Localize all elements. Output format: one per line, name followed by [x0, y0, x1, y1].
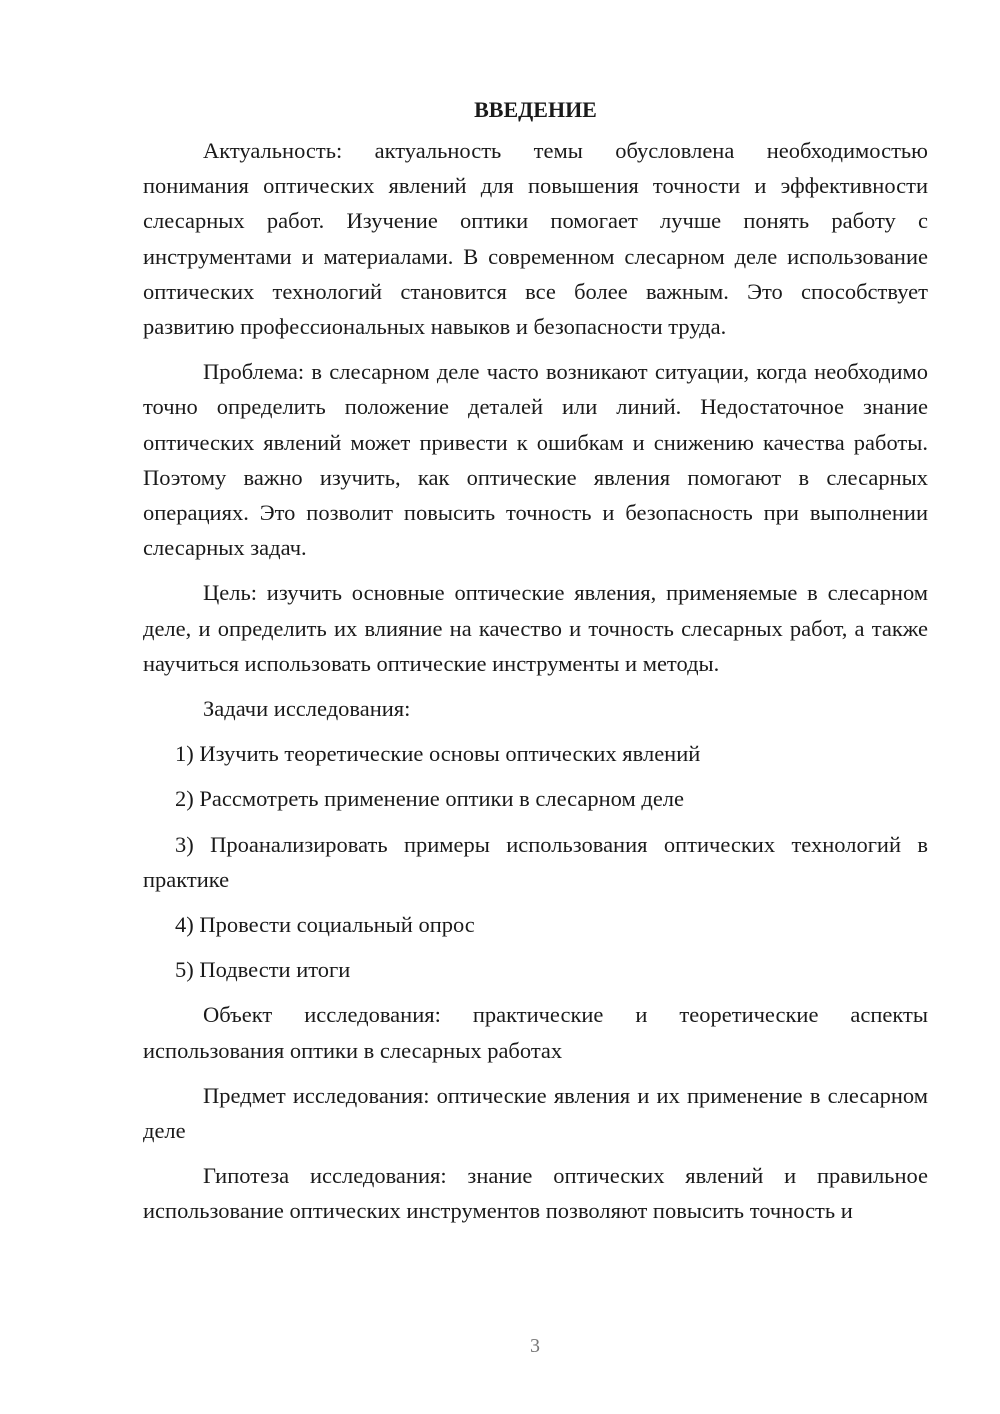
task-item: 4) Провести социальный опрос	[175, 912, 475, 938]
relevance-paragraph: Актуальность: актуальность темы обусловлена необходимостью понимания оптических явлений для повышения точности и эффективности слесарных работ. Изучение оптики помогает лучше понять работу с инструментами и материалами. В современном слесарном деле использование оптических технологий становится все более важным. Это способствует развитию профессиональных навыков и безопасности труда.	[143, 138, 928, 340]
problem-paragraph: Проблема: в слесарном деле часто возникают ситуации, когда необходимо точно определить положение деталей или линий. Недостаточное знание оптических явлений может привести к ошибкам и снижению качества работы. Поэтому важно изучить, как оптические явления помогают в слесарных операциях. Это позволит повысить точность и безопасность при выполнении слесарных задач.	[143, 359, 928, 561]
page-title: ВВЕДЕНИЕ	[474, 97, 597, 122]
task-item: 3) Проанализировать примеры использования оптических технологий в практике	[143, 831, 928, 892]
object-paragraph: Объект исследования: практические и теоретические аспекты использования оптики в слесарных работах	[143, 1002, 928, 1063]
task-item: 5) Подвести итоги	[175, 957, 351, 983]
tasks-heading: Задачи исследования:	[203, 696, 411, 722]
subject-paragraph: Предмет исследования: оптические явления и их применение в слесарном деле	[143, 1082, 928, 1144]
task-item: 2) Рассмотреть применение оптики в слесарном деле	[175, 786, 685, 812]
page-number: 3	[530, 1335, 540, 1357]
task-item: 1) Изучить теоретические основы оптических явлений	[175, 741, 701, 767]
document-page	[143, 92, 928, 1229]
hypothesis-paragraph: Гипотеза исследования: знание оптических явлений и правильное использование оптических инструментов позволяют повысить точность и	[143, 1163, 928, 1224]
goal-paragraph: Цель: изучить основные оптические явления, применяемые в слесарном деле, и определить их влияние на качество и точность слесарных работ, а также научиться использовать оптические инструменты и методы.	[143, 580, 928, 676]
